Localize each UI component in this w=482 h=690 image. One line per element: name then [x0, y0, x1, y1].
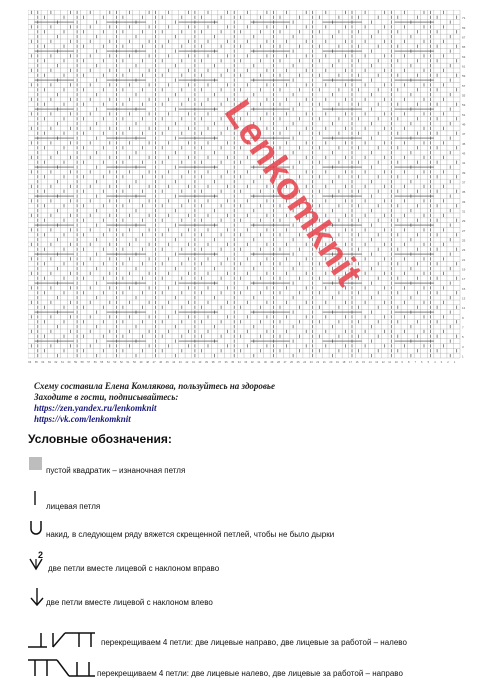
svg-text:58: 58 — [80, 361, 84, 364]
svg-text:17: 17 — [462, 277, 466, 282]
svg-text:43: 43 — [178, 361, 182, 364]
svg-text:55: 55 — [100, 361, 104, 364]
svg-text:1: 1 — [462, 354, 464, 359]
svg-text:10: 10 — [394, 361, 398, 364]
svg-text:32: 32 — [250, 361, 254, 364]
svg-text:11: 11 — [388, 361, 392, 364]
svg-text:3: 3 — [440, 361, 443, 364]
svg-text:47: 47 — [462, 132, 466, 137]
svg-text:67: 67 — [462, 35, 466, 40]
svg-text:2: 2 — [447, 361, 449, 364]
svg-text:55: 55 — [462, 93, 466, 98]
svg-text:36: 36 — [224, 361, 228, 364]
svg-text:63: 63 — [462, 54, 466, 59]
svg-text:7: 7 — [462, 325, 464, 330]
svg-text:45: 45 — [462, 141, 466, 146]
svg-text:65: 65 — [34, 361, 38, 364]
svg-text:1: 1 — [453, 361, 456, 364]
svg-text:35: 35 — [231, 361, 235, 364]
svg-text:64: 64 — [41, 361, 45, 364]
chart-grid — [28, 10, 460, 358]
svg-text:28: 28 — [277, 361, 280, 364]
svg-text:25: 25 — [296, 361, 300, 364]
svg-text:21: 21 — [462, 257, 466, 262]
svg-text:14: 14 — [368, 361, 372, 364]
svg-text:4: 4 — [434, 361, 436, 364]
svg-text:19: 19 — [335, 361, 339, 364]
svg-text:40: 40 — [198, 361, 202, 364]
svg-text:38: 38 — [211, 361, 215, 364]
svg-text:53: 53 — [113, 361, 117, 364]
svg-text:71: 71 — [462, 16, 466, 21]
svg-text:15: 15 — [462, 286, 466, 291]
svg-text:43: 43 — [462, 151, 466, 156]
svg-text:24: 24 — [303, 361, 307, 364]
svg-text:7: 7 — [414, 361, 416, 364]
svg-text:61: 61 — [462, 64, 466, 69]
legend-item-cross-left: перекрещиваем 4 петли: две лицевые налево, две лицевые за работой – направо — [97, 669, 403, 678]
svg-text:49: 49 — [139, 361, 143, 364]
svg-text:46: 46 — [159, 361, 163, 364]
svg-text:51: 51 — [126, 361, 130, 364]
svg-text:29: 29 — [462, 219, 466, 224]
svg-text:41: 41 — [191, 361, 195, 364]
vertical-bar-icon — [32, 490, 38, 506]
svg-text:56: 56 — [93, 361, 97, 364]
svg-text:59: 59 — [462, 74, 466, 79]
svg-text:39: 39 — [462, 170, 466, 175]
svg-text:52: 52 — [119, 361, 123, 364]
svg-text:65: 65 — [462, 45, 466, 50]
svg-text:27: 27 — [283, 361, 287, 364]
svg-text:5: 5 — [427, 361, 430, 364]
svg-text:34: 34 — [237, 361, 241, 364]
credits-author: Схему составила Елена Комлякова, пользуйтесь на здоровье — [34, 381, 276, 391]
svg-text:23: 23 — [462, 248, 466, 253]
svg-text:54: 54 — [106, 361, 110, 364]
svg-text:9: 9 — [401, 361, 403, 364]
svg-text:31: 31 — [257, 361, 261, 364]
svg-text:57: 57 — [87, 361, 91, 364]
svg-text:13: 13 — [375, 361, 379, 364]
svg-text:16: 16 — [355, 361, 359, 364]
svg-text:19: 19 — [462, 267, 466, 272]
svg-text:66: 66 — [28, 361, 32, 364]
svg-text:33: 33 — [462, 199, 466, 204]
svg-text:25: 25 — [462, 238, 466, 243]
legend-item-k2tog-right: две петли вместе лицевой с наклоном вправо — [48, 564, 220, 573]
legend-badge-2: 2 — [38, 550, 44, 560]
svg-text:69: 69 — [462, 25, 466, 30]
svg-text:6: 6 — [421, 361, 423, 364]
legend-item-yarnover: накид, в следующем ряду вяжется скрещенной петлей, чтобы не было дырки — [46, 530, 335, 539]
svg-text:23: 23 — [309, 361, 313, 364]
u-icon — [29, 520, 43, 536]
svg-text:11: 11 — [462, 306, 466, 311]
link-vk[interactable]: https://vk.com/lenkomknit — [34, 414, 131, 424]
svg-text:59: 59 — [74, 361, 78, 364]
chart-credits — [34, 381, 454, 425]
legend-item-cross-right: перекрещиваем 4 петли: две лицевые направо, две лицевые за работой – налево — [101, 638, 407, 647]
svg-text:61: 61 — [61, 361, 64, 364]
svg-text:8: 8 — [407, 361, 410, 364]
svg-text:9: 9 — [462, 315, 464, 320]
svg-text:27: 27 — [462, 228, 466, 233]
svg-text:63: 63 — [47, 361, 51, 364]
svg-text:44: 44 — [172, 361, 176, 364]
svg-text:53: 53 — [462, 103, 466, 108]
svg-text:33: 33 — [244, 361, 248, 364]
svg-text:45: 45 — [165, 361, 169, 364]
svg-text:57: 57 — [462, 83, 466, 88]
svg-text:37: 37 — [462, 180, 466, 185]
legend-item-knit: лицевая петля — [46, 502, 101, 511]
svg-text:48: 48 — [146, 361, 150, 364]
svg-text:13: 13 — [462, 296, 466, 301]
svg-text:20: 20 — [329, 361, 333, 364]
svg-text:22: 22 — [316, 361, 320, 364]
svg-text:17: 17 — [349, 361, 352, 364]
svg-text:35: 35 — [462, 190, 466, 195]
legend-item-k2tog-left: две петли вместе лицевой с наклоном влево — [46, 598, 213, 607]
svg-text:42: 42 — [185, 361, 189, 364]
svg-text:31: 31 — [462, 209, 466, 214]
knitting-chart — [28, 10, 472, 372]
legend-item-purl: пустой квадратик – изнаночная петля — [46, 466, 186, 475]
svg-text:62: 62 — [54, 361, 58, 364]
svg-text:49: 49 — [462, 122, 466, 127]
svg-text:30: 30 — [263, 361, 267, 364]
cross-left-icon — [27, 657, 97, 679]
chart-watermark: Lenkomknit — [215, 93, 370, 294]
svg-text:39: 39 — [205, 361, 208, 364]
svg-text:5: 5 — [462, 335, 464, 340]
svg-text:50: 50 — [133, 361, 136, 364]
svg-text:3: 3 — [462, 344, 464, 349]
svg-text:18: 18 — [342, 361, 346, 364]
svg-text:15: 15 — [362, 361, 366, 364]
svg-text:21: 21 — [322, 361, 326, 364]
svg-text:47: 47 — [152, 361, 156, 364]
svg-text:51: 51 — [462, 112, 466, 117]
svg-text:26: 26 — [290, 361, 294, 364]
credits-invite: Заходите в гости, подписывайтесь: — [34, 392, 179, 402]
gray-square-icon — [29, 457, 42, 470]
cross-right-icon — [27, 630, 97, 650]
two-together-left-icon — [29, 587, 45, 607]
link-zen[interactable]: https://zen.yandex.ru/lenkomknit — [34, 403, 157, 413]
legend-title: Условные обозначения: — [28, 432, 172, 446]
svg-text:41: 41 — [462, 161, 466, 166]
svg-text:29: 29 — [270, 361, 274, 364]
chart-symbols — [28, 11, 465, 364]
svg-text:60: 60 — [67, 361, 71, 364]
svg-text:37: 37 — [218, 361, 222, 364]
svg-text:12: 12 — [381, 361, 385, 364]
